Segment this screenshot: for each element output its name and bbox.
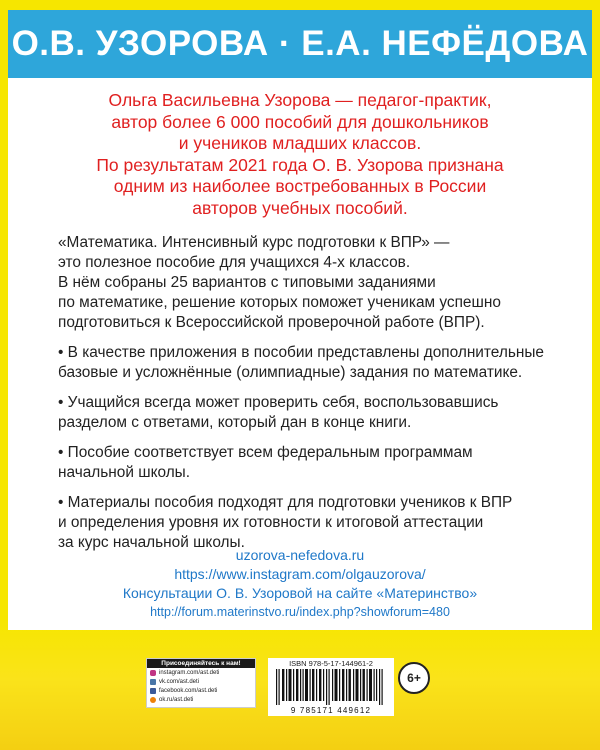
intro-line: авторов учебных пособий. (192, 197, 408, 218)
isbn-barcode-block (268, 658, 394, 716)
content-panel (8, 78, 592, 630)
authors-banner (8, 10, 592, 78)
intro-line: автор более 6 000 пособий для дошкольников (111, 111, 489, 132)
description-line: и определения уровня их готовности к итоговой аттестации (58, 514, 484, 531)
barcode-icon (274, 669, 388, 705)
social-item-text: ok.ru/ast.deti (159, 696, 194, 703)
description-line: по математике, решение которых поможет ученикам успешно (58, 294, 501, 311)
book-description (58, 233, 578, 563)
consult-text: Консультации О. В. Узоровой на сайте «Материнство» (122, 585, 478, 601)
intro-line: Ольга Васильевна Узорова — педагог-практик, (108, 90, 492, 110)
description-bullet (58, 443, 578, 483)
description-line: «Математика. Интенсивный курс подготовки к ВПР» — (58, 234, 450, 251)
instagram-link[interactable]: https://www.instagram.com/olgauzorova/ (174, 566, 426, 582)
age-rating-badge: 6+ (398, 662, 430, 694)
isbn-label: ISBN 978-5-17-144961-2 (289, 659, 373, 668)
instagram-icon (150, 670, 156, 676)
description-bullet (58, 393, 578, 433)
description-bullet (58, 493, 578, 553)
vk-icon (150, 679, 156, 685)
description-paragraph (58, 233, 578, 333)
social-header: Присоединяйтесь к нам! (147, 659, 255, 668)
intro-line: одним из наиболее востребованных в России (113, 176, 487, 196)
intro-line: По результатам 2021 года О. В. Узорова признана (96, 154, 504, 175)
social-item-text: facebook.com/ast.deti (159, 687, 218, 694)
description-line: подготовиться к Всероссийской проверочной работе (ВПР). (58, 314, 485, 331)
description-line: • В качестве приложения в пособии представлены дополнительные (58, 344, 544, 361)
social-item-text: instagram.com/ast.deti (159, 669, 220, 676)
social-item-text: vk.com/ast.deti (159, 678, 200, 685)
description-line: • Пособие соответствует всем федеральным программам (58, 444, 473, 461)
description-line: за курс начальной школы. (58, 534, 245, 551)
intro-line: и учеников младших классов. (178, 133, 422, 153)
barcode-digits: 9 785171 449612 (290, 706, 372, 715)
social-item (147, 686, 255, 695)
social-item (147, 695, 255, 704)
description-line: базовые и усложнённые (олимпиадные) задания по математике. (58, 364, 523, 381)
description-line: начальной школы. (58, 464, 191, 481)
author-links (8, 546, 592, 622)
description-line: • Учащийся всегда может проверить себя, воспользовавшись (58, 394, 499, 411)
description-line: • Материалы пособия подходят для подготовки учеников к ВПР (58, 494, 513, 511)
description-line: разделом с ответами, который дан в конце книги. (58, 414, 412, 431)
publisher-social-block (146, 658, 256, 708)
forum-link[interactable]: http://forum.materinstvo.ru/index.php?showforum=480 (150, 605, 450, 619)
ok-icon (150, 697, 156, 703)
authors-title: О.В. УЗОРОВА · Е.А. НЕФЁДОВА (11, 24, 589, 63)
description-line: это полезное пособие для учащихся 4-х классов. (58, 254, 411, 271)
social-item (147, 677, 255, 686)
author-intro (8, 90, 592, 219)
site-link[interactable]: uzorova-nefedova.ru (235, 547, 365, 563)
facebook-icon (150, 688, 156, 694)
description-line: В нём собраны 25 вариантов с типовыми заданиями (58, 274, 436, 291)
social-item (147, 668, 255, 677)
description-bullet (58, 343, 578, 383)
